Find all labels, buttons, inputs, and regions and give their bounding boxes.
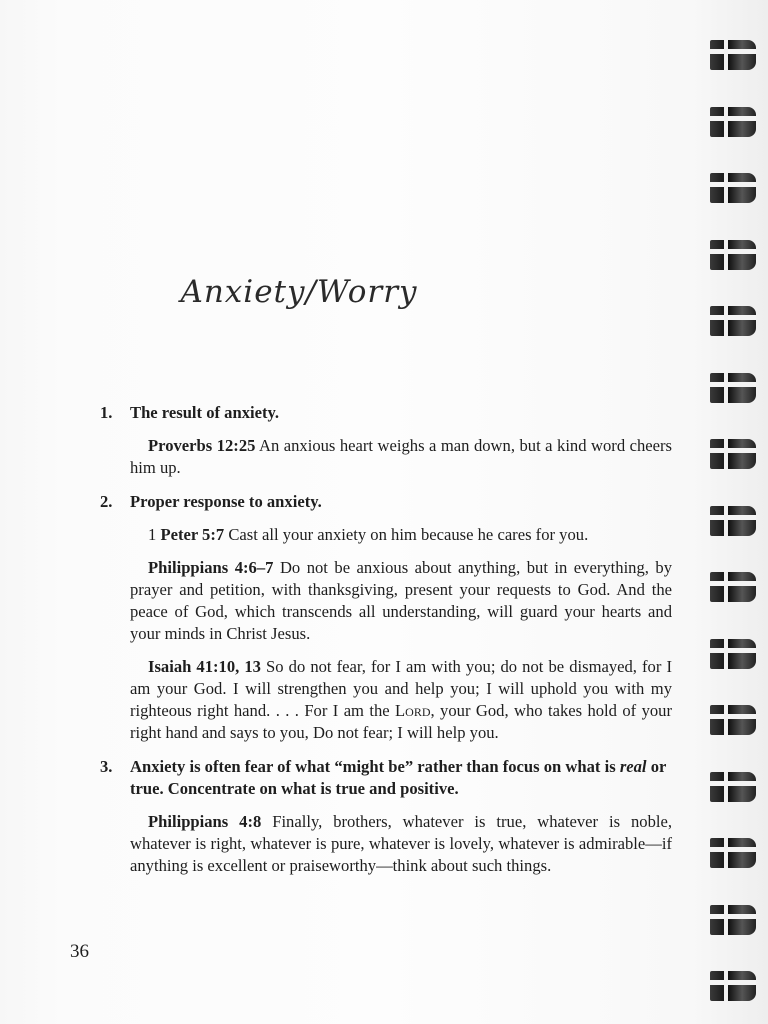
scripture-passage — [130, 435, 672, 479]
scripture-text: So do not fear, for I am with you; do not be dismayed, for I am your God. I will strengthen you and help you; I will uphold you with my righteous right hand. . . . For I am the — [130, 657, 672, 720]
section-2 — [100, 491, 672, 744]
spiral-ring — [710, 838, 756, 868]
scripture-reference: Proverbs 12:25 — [148, 436, 256, 455]
spiral-ring — [710, 173, 756, 203]
spiral-ring — [710, 373, 756, 403]
scripture-reference: Isaiah 41:10, 13 — [148, 657, 261, 676]
section-number: 2. — [100, 492, 113, 511]
spiral-ring — [710, 971, 756, 1001]
scripture-passage — [130, 557, 672, 645]
section-heading: The result of anxiety. — [130, 403, 280, 422]
scripture-passage — [130, 656, 672, 744]
scripture-reference: Philippians 4:8 — [148, 812, 262, 831]
spiral-ring — [710, 905, 756, 935]
page-title: Anxiety/Worry — [180, 274, 418, 310]
spiral-binding — [710, 40, 760, 1000]
scripture-passage — [130, 524, 672, 546]
spiral-ring — [710, 639, 756, 669]
spiral-ring — [710, 705, 756, 735]
spiral-ring — [710, 107, 756, 137]
spiral-ring — [710, 240, 756, 270]
section-3 — [100, 756, 672, 877]
spiral-ring — [710, 439, 756, 469]
section-1 — [100, 402, 672, 479]
scripture-text: Cast all your anxiety on him because he cares for you. — [224, 525, 589, 544]
spiral-ring — [710, 40, 756, 70]
section-heading: Anxiety is often fear of what “might be” rather than focus on what is real or true. Concentrate on what is true and positive. — [130, 757, 667, 798]
spiral-ring — [710, 506, 756, 536]
spiral-ring — [710, 772, 756, 802]
scripture-text: Do not be anxious about anything, but in everything, by prayer and petition, with thanksgiving, present your requests to God. And the peace of God, which transcends all understanding, will guard your hearts and your minds in Christ Jesus. — [130, 558, 672, 643]
section-number: 1. — [100, 403, 113, 422]
spiral-ring — [710, 572, 756, 602]
emphasis-real: real — [619, 757, 647, 776]
scripture-book-number: 1 — [148, 525, 161, 544]
page-number: 36 — [70, 941, 89, 962]
scripture-reference: Peter 5:7 — [160, 525, 225, 544]
scripture-text-continued: , your God, who takes hold of your right hand and says to you, Do not fear; I will help you. — [130, 701, 672, 742]
scripture-reference: Philippians 4:6–7 — [148, 558, 274, 577]
page-content — [100, 402, 672, 889]
section-number: 3. — [100, 757, 113, 776]
scripture-text: An anxious heart weighs a man down, but a kind word cheers him up. — [130, 436, 672, 477]
spiral-ring — [710, 306, 756, 336]
scripture-passage — [130, 811, 672, 877]
scripture-text: Finally, brothers, whatever is true, whatever is noble, whatever is right, whatever is pure, whatever is lovely, whatever is admirable—if anything is excellent or praiseworthy—think about such things. — [130, 812, 673, 875]
section-heading: Proper response to anxiety. — [130, 492, 322, 511]
lord-small-caps: Lord — [395, 701, 431, 720]
